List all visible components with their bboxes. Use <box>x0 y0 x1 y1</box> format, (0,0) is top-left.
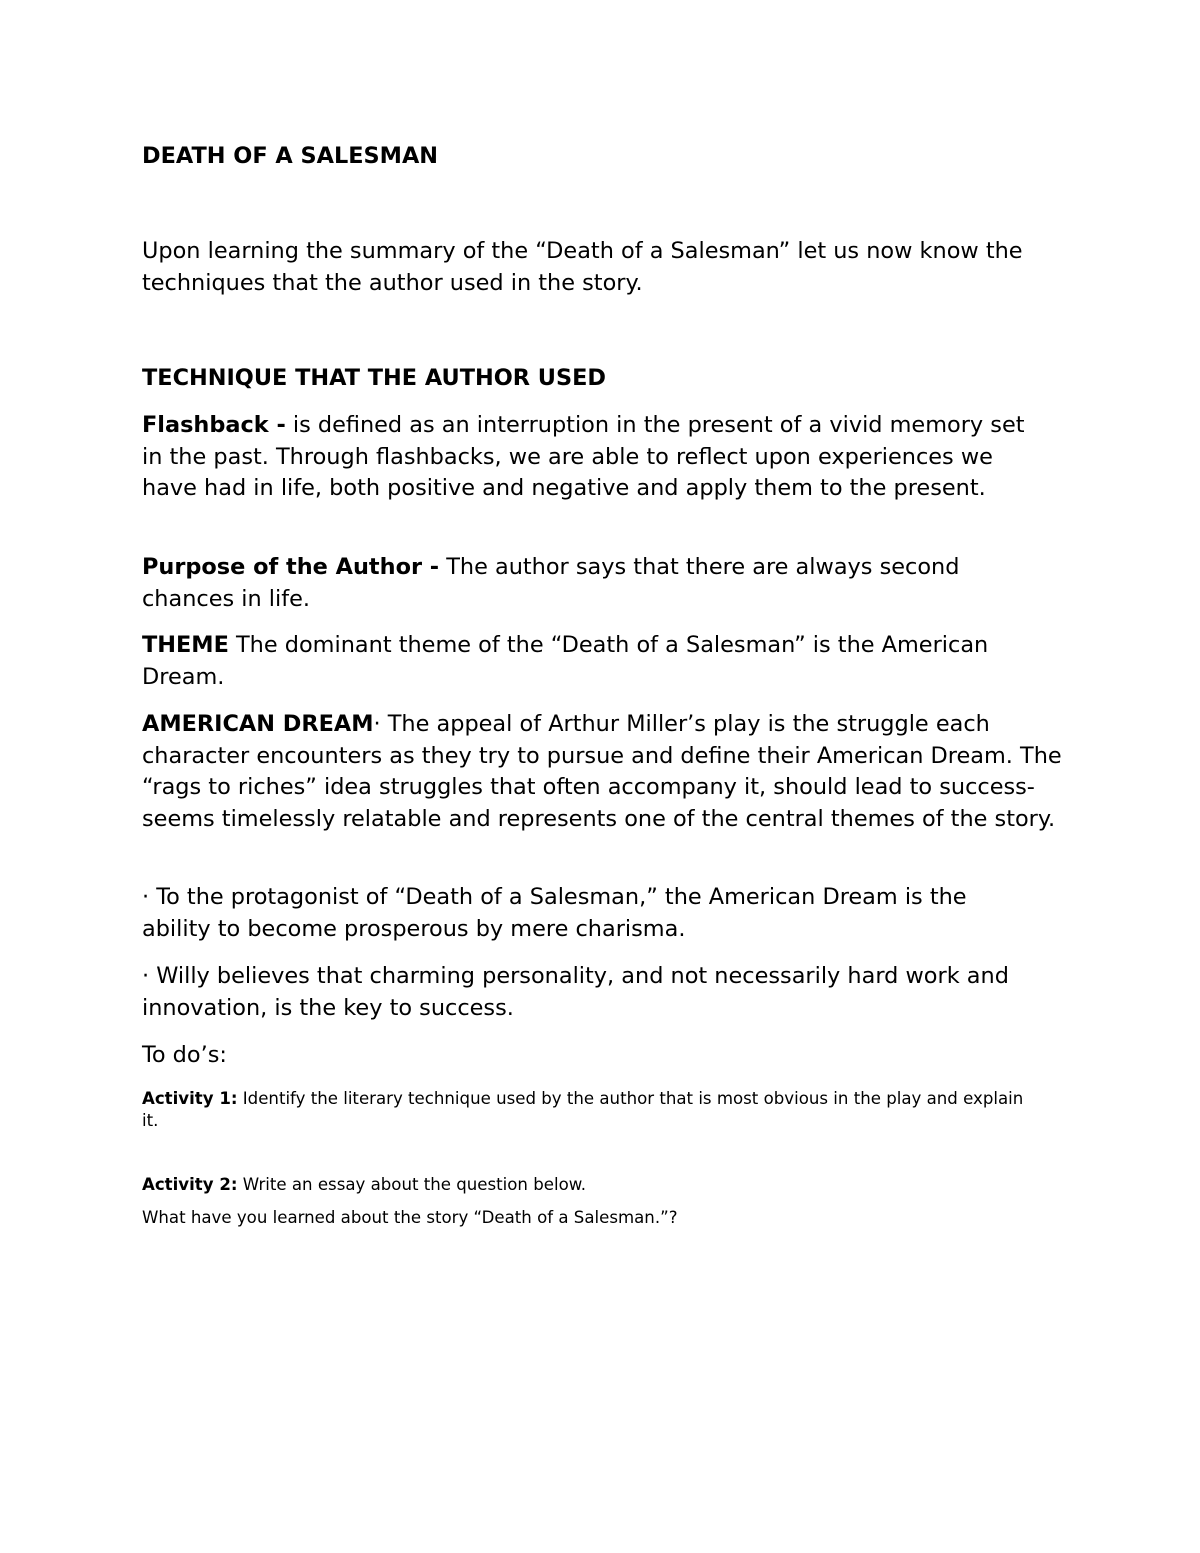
bullet-protagonist: · To the protagonist of “Death of a Salesman,” the American Dream is the ability to become prosperous by mere charisma. <box>142 884 967 942</box>
activity-2-text: Write an essay about the question below. <box>237 1175 587 1194</box>
theme-paragraph <box>142 630 1047 693</box>
theme-term: THEME <box>142 632 229 658</box>
american-dream-paragraph <box>142 709 1072 835</box>
flashback-term: Flashback - <box>142 412 286 438</box>
section-heading: TECHNIQUE THAT THE AUTHOR USED <box>142 365 606 391</box>
purpose-paragraph <box>142 552 1022 615</box>
activity-2-label: Activity 2: <box>142 1175 238 1194</box>
theme-definition: The dominant theme of the “Death of a Salesman” is the American Dream. <box>142 632 989 690</box>
activity-2 <box>142 1174 1032 1196</box>
document-title: DEATH OF A SALESMAN <box>142 143 439 169</box>
essay-question: What have you learned about the story “Death of a Salesman.”? <box>142 1208 678 1227</box>
purpose-term: Purpose of the Author - <box>142 554 440 580</box>
bullet-willy: · Willy believes that charming personality, and not necessarily hard work and innovation, is the key to success. <box>142 963 1009 1021</box>
activity-1-label: Activity 1: <box>142 1089 238 1108</box>
flashback-paragraph <box>142 410 1047 505</box>
flashback-definition: is defined as an interruption in the present of a vivid memory set in the past. Through flashbacks, we are able to reflect upon experiences we have had in life, both positive and negative and apply them to the present. <box>142 412 1025 501</box>
activity-1 <box>142 1088 1032 1132</box>
activity-1-text: Identify the literary technique used by the author that is most obvious in the play and explain it. <box>142 1089 1024 1130</box>
american-dream-definition: · The appeal of Arthur Miller’s play is the struggle each character encounters as they try to pursue and define their American Dream. The “rags to riches” idea struggles that often accompany it, should lead to success-seems timelessly relatable and represents one of the central themes of the story. <box>142 711 1062 832</box>
purpose-definition: The author says that there are always second chances in life. <box>142 554 960 612</box>
intro-paragraph: Upon learning the summary of the “Death of a Salesman” let us now know the techniques that the author used in the story. <box>142 238 1023 296</box>
american-dream-term: AMERICAN DREAM <box>142 711 374 737</box>
todo-label: To do’s: <box>142 1042 227 1068</box>
